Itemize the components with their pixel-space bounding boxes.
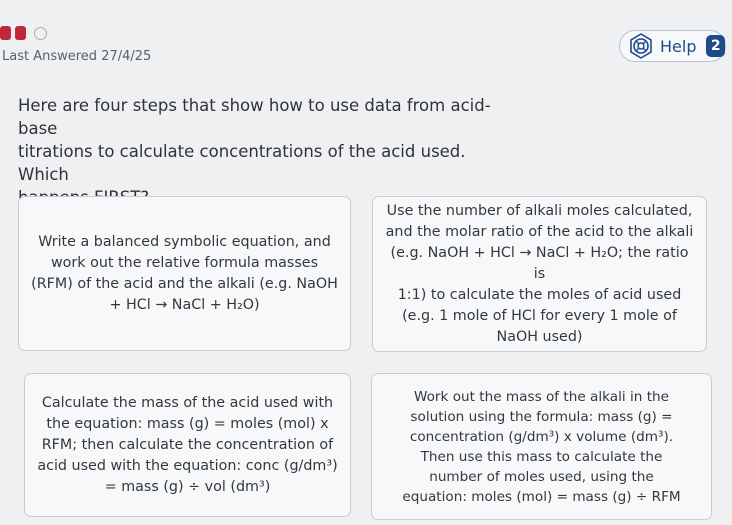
answer-option-2[interactable] (372, 196, 707, 352)
answer-option-3[interactable] (24, 373, 351, 517)
help-button[interactable] (619, 30, 726, 62)
help-label: Help (660, 36, 697, 56)
last-answered: Last Answered 27/4/25 (2, 49, 152, 64)
progress-dot-filled (0, 26, 11, 40)
life-ring-icon (628, 33, 654, 59)
progress-indicator (0, 26, 47, 40)
answer-option-text: Use the number of alkali moles calculated, and the molar ratio of the acid to the alkali (e.g. NaOH + HCl → NaCl + H₂O; the ratio is 1:1) to calculate the moles of acid used (e.g. 1 mole of HCl for every 1 mole of NaOH used) (385, 202, 694, 345)
question-text: Here are four steps that show how to use data from acid-base titrations to calculate concentrations of the acid used. Which (18, 96, 491, 184)
answer-option-text: Work out the mass of the alkali in the solution using the formula: mass (g) = concentration (g/dm³) x volume (dm³). Then use this mass to calculate the number of moles used, using the equation: moles (mol) = mass (g) ÷ RFM (402, 388, 681, 505)
answer-option-1[interactable] (18, 196, 351, 351)
answer-option-text: Write a balanced symbolic equation, and work out the relative formula masses (RFM) of the acid and the alkali (e.g. NaOH + HCl → NaCl + H₂O) (31, 233, 338, 313)
answer-option-4[interactable] (371, 373, 712, 520)
progress-dot-filled (15, 26, 26, 40)
help-count-badge: 2 (706, 35, 725, 57)
progress-dot-empty (34, 27, 47, 40)
answer-option-text: Calculate the mass of the acid used with the equation: mass (g) = moles (mol) x RFM; then calculate the concentration of acid used with the equation: conc (g/dm³) = mass (g) ÷ vol (dm³) (37, 394, 338, 495)
